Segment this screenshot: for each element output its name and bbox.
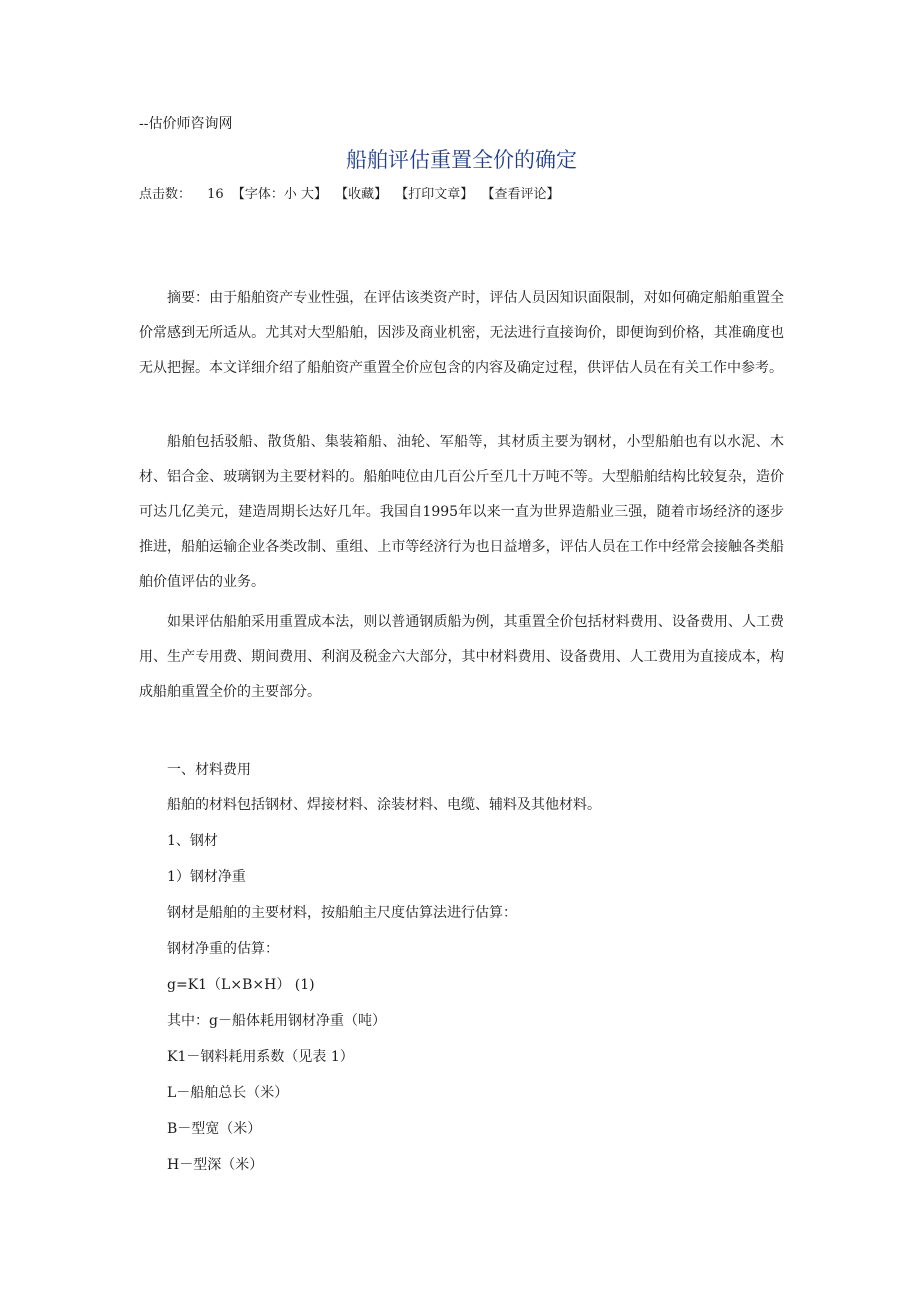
method-paragraph: 如果评估船舶采用重置成本法，则以普通钢质船为例，其重置全价包括材料费用、设备费用、人工费用、生产专用费、期间费用、利润及税金六大部分，其中材料费用、设备费用、人工费用为直接成本，构成船舶重置全价的主要部分。 — [139, 614, 784, 700]
formula: g=K1（L×B×H） (1) — [167, 977, 315, 993]
list-item: 其中：g－船体耗用钢材净重（吨） — [167, 1013, 386, 1029]
list-item: L－船舶总长（米） — [167, 1085, 289, 1101]
section-heading: 一、材料费用 — [167, 762, 251, 778]
favorite-link[interactable]: 【收藏】 — [335, 187, 388, 202]
font-size-switch[interactable]: 【字体：小 大】 — [231, 187, 327, 202]
list-item: 1、钢材 — [167, 833, 218, 849]
list-item: 钢材是船舶的主要材料，按船舶主尺度估算法进行估算： — [167, 905, 517, 921]
print-link[interactable]: 【打印文章】 — [395, 187, 474, 202]
source-line: --估价师咨询网 — [139, 116, 233, 132]
clicks-count: 16 — [207, 187, 224, 202]
list-item: 钢材净重的估算： — [167, 941, 279, 957]
article-meta — [139, 185, 563, 205]
list-item: K1－钢料耗用系数（见表 1） — [167, 1049, 354, 1065]
comments-link[interactable]: 【查看评论】 — [481, 187, 560, 202]
abstract-paragraph: 摘要：由于船舶资产专业性强，在评估该类资产时，评估人员因知识面限制，对如何确定船舶重置全价常感到无所适从。尤其对大型船舶，因涉及商业机密，无法进行直接询价，即便询到价格，其准确度也无从把握。本文详细介绍了船舶资产重置全价应包含的内容及确定过程，供评估人员在有关工作中参考。 — [139, 290, 784, 376]
list-item: 1）钢材净重 — [167, 869, 246, 885]
list-item: H－型深（米） — [167, 1157, 264, 1173]
list-item: B－型宽（米） — [167, 1121, 262, 1137]
page-title: 船舶评估重置全价的确定 — [346, 148, 577, 172]
clicks-label: 点击数： — [139, 187, 192, 202]
intro-paragraph: 船舶包括驳船、散货船、集装箱船、油轮、军船等，其材质主要为钢材，小型船舶也有以水泥、木材、铝合金、玻璃钢为主要材料的。船舶吨位由几百公斤至几十万吨不等。大型船舶结构比较复杂，造价可达几亿美元，建造周期长达好几年。我国自1995年以来一直为世界造船业三强，随着市场经济的逐步推进，船舶运输企业各类改制、重组、上市等经济行为也日益增多，评估人员在工作中经常会接触各类船舶价值评估的业务。 — [139, 434, 784, 590]
list-item: 船舶的材料包括钢材、焊接材料、涂装材料、电缆、辅料及其他材料。 — [167, 797, 601, 813]
